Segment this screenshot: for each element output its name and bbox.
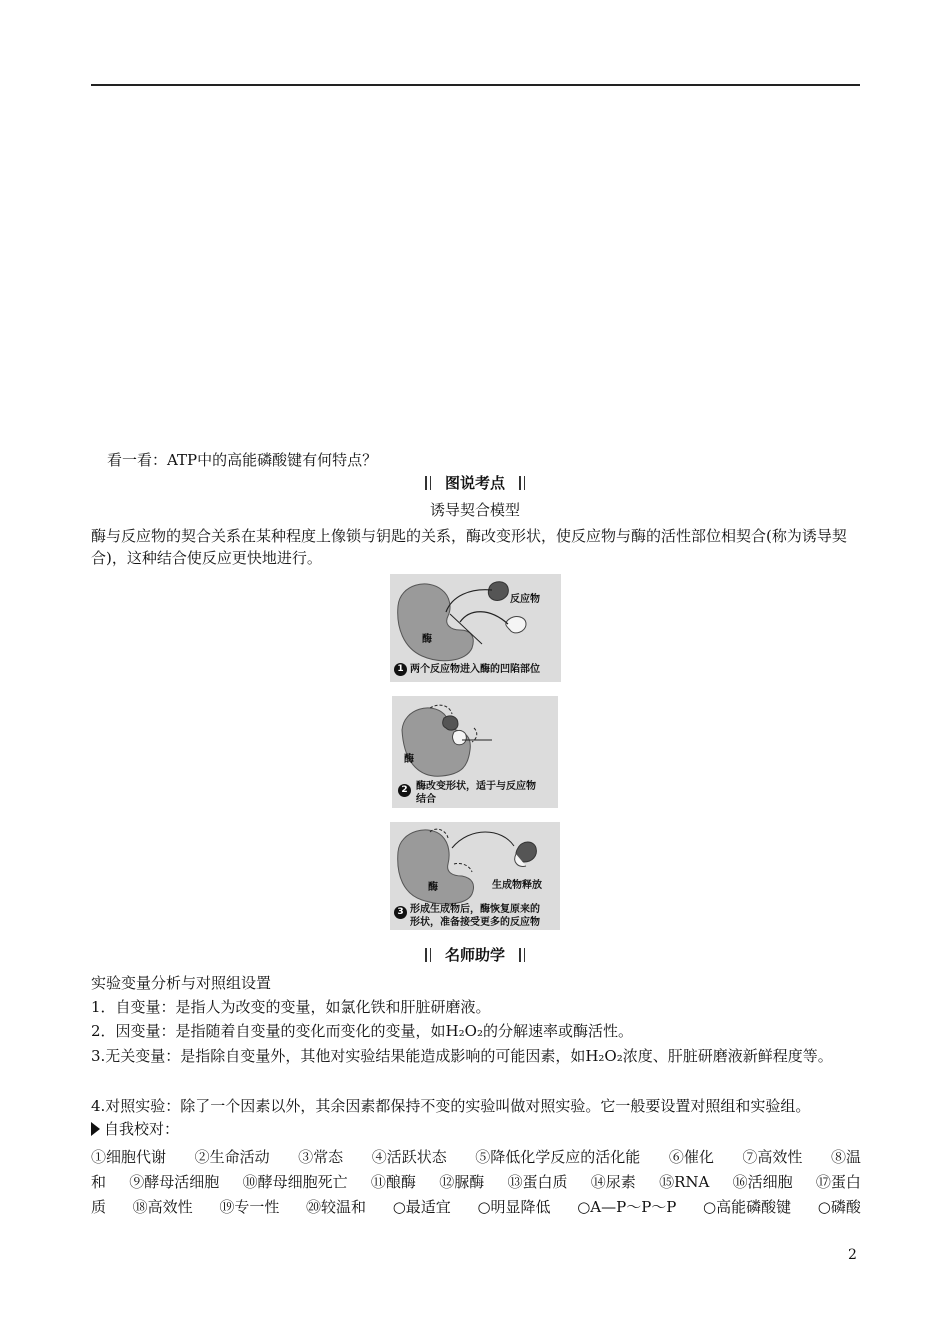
item-3: 3.无关变量：是指除自变量外，其他对实验结果能造成影响的可能因素，如H₂O₂浓度、肝脏研磨液新鲜程度等。	[91, 1047, 833, 1065]
item-1: 1．自变量：是指人为改变的变量，如氯化铁和肝脏研磨液。	[91, 998, 491, 1016]
figure-1-caption: 两个反应物进入酶的凹陷部位	[410, 664, 540, 675]
figure-1-enzyme-label: 酶	[422, 634, 432, 645]
self-check-heading: 自我校对：	[91, 1118, 179, 1140]
figure-1	[390, 574, 561, 682]
section-subtitle-model: 诱导契合模型	[429, 501, 520, 519]
figure-1-number: 1	[394, 663, 407, 676]
self-check-row-2: 和 ⑨酵母活细胞 ⑩酵母细胞死亡 ⑪酿酶 ⑫脲酶 ⑬蛋白质 ⑭尿素 ⑮RNA ⑯活细胞 ⑰蛋白	[91, 1173, 861, 1191]
figure-2-number: 2	[398, 784, 411, 797]
figure-2-caption-line-2: 结合	[416, 794, 436, 805]
look-question: 看一看：ATP中的高能磷酸键有何特点？	[107, 451, 378, 469]
figure-3-caption-line-1: 形成生成物后，酶恢复原来的	[410, 904, 540, 915]
figure-3-enzyme-label: 酶	[428, 882, 438, 893]
figure-3-product-label: 生成物释放	[492, 880, 542, 891]
section-title-teacher: 名师助学	[0, 944, 950, 966]
arrow-marker-icon	[91, 1122, 100, 1136]
figure-3	[390, 822, 560, 930]
figure-2-enzyme-label: 酶	[404, 754, 414, 765]
figure-2	[392, 696, 558, 808]
item-4: 4.对照实验：除了一个因素以外，其余因素都保持不变的实验叫做对照实验。它一般要设置对照组和实验组。	[91, 1097, 811, 1115]
section-title-figures: 图说考点	[0, 472, 950, 494]
self-check-row-1: ①细胞代谢 ②生命活动 ③常态 ④活跃状态 ⑤降低化学反应的活化能 ⑥催化 ⑦高效性 ⑧温	[91, 1148, 861, 1166]
intro-paragraph: 酶与反应物的契合关系在某种程度上像锁与钥匙的关系，酶改变形状，使反应物与酶的活性部位相契合(称为诱导契合)，这种结合使反应更快地进行。	[91, 527, 847, 567]
figure-2-caption-line-1: 酶改变形状，适于与反应物	[416, 781, 536, 792]
self-check-row-3: 质 ⑱高效性 ⑲专一性 ⑳较温和 ○最适宜 ○明显降低 ○A—P～P～P ○高能磷酸键 ○磷酸	[91, 1198, 861, 1216]
header-rule	[91, 84, 860, 86]
figure-3-number: 3	[394, 906, 407, 919]
item-2: 2．因变量：是指随着自变量的变化而变化的变量，如H₂O₂的分解速率或酶活性。	[91, 1022, 633, 1040]
section-subtitle-variables: 实验变量分析与对照组设置	[91, 974, 272, 992]
figure-3-caption-line-2: 形状，准备接受更多的反应物	[410, 917, 540, 928]
page-number: 2	[848, 1247, 857, 1263]
figure-1-reactant-label: 反应物	[510, 594, 540, 605]
